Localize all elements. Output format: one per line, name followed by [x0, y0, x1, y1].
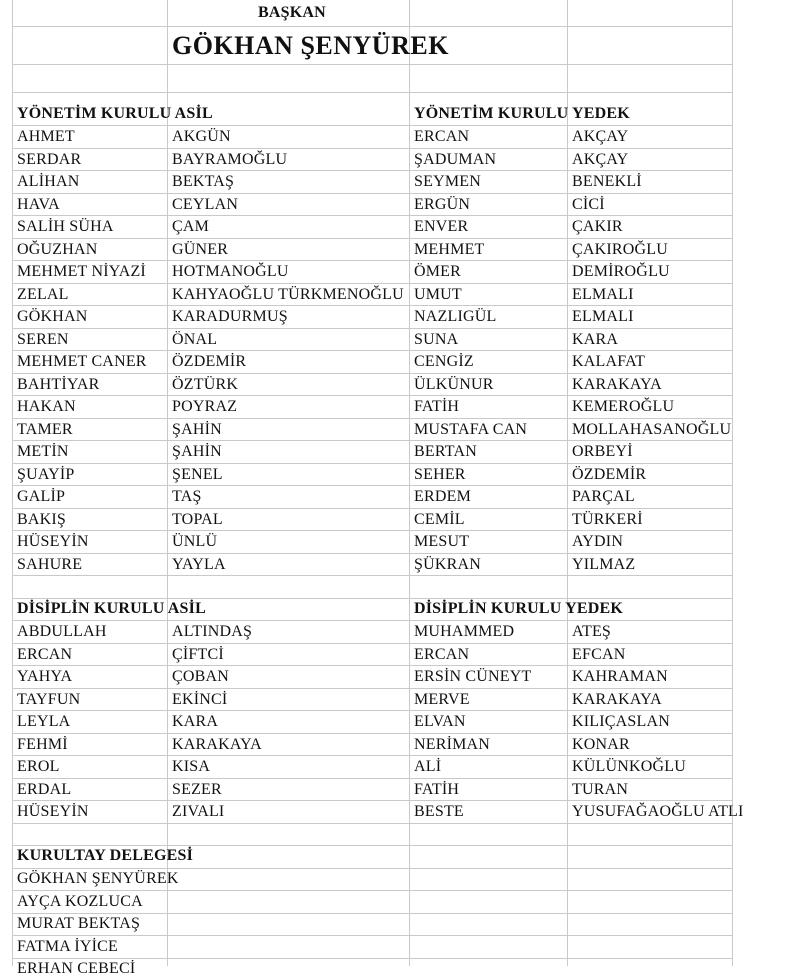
member-last-name: ŞAHİN: [172, 443, 222, 460]
substitute-first-name: ERDEM: [414, 488, 471, 505]
grid-row-line: [12, 193, 732, 194]
substitute-first-name: ŞÜKRAN: [414, 556, 481, 573]
substitute-last-name: ÇAKIR: [572, 218, 623, 235]
member-first-name: BAKIŞ: [17, 511, 67, 528]
member-last-name: KAHYAOĞLU TÜRKMENOĞLU: [172, 286, 404, 303]
grid-row-line: [12, 620, 732, 621]
substitute-first-name: ENVER: [414, 218, 469, 235]
role-title: BAŞKAN: [258, 4, 326, 21]
grid-row-line: [12, 26, 732, 27]
member-first-name: TAYFUN: [17, 691, 81, 708]
discipline-substitute-title: DİSİPLİN KURULU YEDEK: [414, 600, 623, 617]
substitute-last-name: ORBEYİ: [572, 443, 633, 460]
substitute-first-name: BERTAN: [414, 443, 477, 460]
member-last-name: YAYLA: [172, 556, 226, 573]
substitute-first-name: MEHMET: [414, 241, 485, 258]
substitute-last-name: KALAFAT: [572, 353, 646, 370]
member-first-name: BAHTİYAR: [17, 376, 100, 393]
substitute-first-name: ERCAN: [414, 646, 470, 663]
substitute-first-name: MUSTAFA CAN: [414, 421, 528, 438]
member-last-name: ÖNAL: [172, 331, 218, 348]
member-last-name: ÇİFTCİ: [172, 646, 224, 663]
member-last-name: ÇOBAN: [172, 668, 230, 685]
member-first-name: SALİH SÜHA: [17, 218, 114, 235]
member-first-name: OĞUZHAN: [17, 241, 98, 258]
substitute-last-name: EFCAN: [572, 646, 626, 663]
member-last-name: POYRAZ: [172, 398, 238, 415]
member-first-name: MEHMET CANER: [17, 353, 147, 370]
member-last-name: KARA: [172, 713, 219, 730]
member-last-name: EKİNCİ: [172, 691, 228, 708]
substitute-first-name: ÜLKÜNUR: [414, 376, 494, 393]
member-last-name: KISA: [172, 758, 211, 775]
member-first-name: EROL: [17, 758, 60, 775]
member-last-name: TOPAL: [172, 511, 223, 528]
member-last-name: ŞENEL: [172, 466, 223, 483]
substitute-last-name: KÜLÜNKOĞLU: [572, 758, 686, 775]
grid-column-line: [12, 0, 13, 966]
member-last-name: SEZER: [172, 781, 222, 798]
delegate-name: ERHAN CEBECİ: [17, 960, 136, 977]
delegate-name: GÖKHAN ŞENYÜREK: [17, 870, 179, 887]
member-first-name: SERDAR: [17, 151, 82, 168]
member-last-name: ŞAHİN: [172, 421, 222, 438]
member-first-name: YAHYA: [17, 668, 73, 685]
substitute-first-name: ERSİN CÜNEYT: [414, 668, 532, 685]
member-last-name: ZIVALI: [172, 803, 225, 820]
member-first-name: SEREN: [17, 331, 69, 348]
delegate-name: AYÇA KOZLUCA: [17, 893, 143, 910]
substitute-first-name: SUNA: [414, 331, 459, 348]
member-last-name: ÜNLÜ: [172, 533, 218, 550]
member-last-name: ÖZTÜRK: [172, 376, 239, 393]
substitute-last-name: YUSUFAĞAOĞLU ATLI: [572, 803, 744, 820]
member-first-name: HAVA: [17, 196, 60, 213]
substitute-first-name: SEYMEN: [414, 173, 481, 190]
delegates-title: KURULTAY DELEGESİ: [17, 847, 194, 864]
member-first-name: LEYLA: [17, 713, 71, 730]
member-first-name: ALİHAN: [17, 173, 80, 190]
substitute-first-name: MERVE: [414, 691, 470, 708]
substitute-first-name: MESUT: [414, 533, 470, 550]
substitute-first-name: FATİH: [414, 398, 460, 415]
substitute-last-name: KONAR: [572, 736, 630, 753]
member-first-name: GALİP: [17, 488, 66, 505]
substitute-last-name: KEMEROĞLU: [572, 398, 675, 415]
grid-row-line: [12, 92, 732, 93]
substitute-first-name: NAZLIGÜL: [414, 308, 497, 325]
member-first-name: FEHMİ: [17, 736, 68, 753]
substitute-first-name: SEHER: [414, 466, 466, 483]
member-first-name: ZELAL: [17, 286, 69, 303]
substitute-last-name: ELMALI: [572, 286, 634, 303]
substitute-last-name: KARA: [572, 331, 619, 348]
member-first-name: ŞUAYİP: [17, 466, 75, 483]
substitute-last-name: DEMİROĞLU: [572, 263, 670, 280]
substitute-first-name: ŞADUMAN: [414, 151, 497, 168]
grid-column-line: [167, 0, 168, 966]
member-first-name: ABDULLAH: [17, 623, 107, 640]
substitute-last-name: KAHRAMAN: [572, 668, 668, 685]
member-first-name: HÜSEYİN: [17, 803, 89, 820]
president-name: GÖKHAN ŞENYÜREK: [172, 31, 449, 60]
member-first-name: TAMER: [17, 421, 73, 438]
substitute-first-name: ELVAN: [414, 713, 466, 730]
substitute-first-name: MUHAMMED: [414, 623, 515, 640]
substitute-last-name: BENEKLİ: [572, 173, 642, 190]
substitute-last-name: ATEŞ: [572, 623, 612, 640]
substitute-last-name: ELMALI: [572, 308, 634, 325]
member-first-name: SAHURE: [17, 556, 83, 573]
member-last-name: GÜNER: [172, 241, 229, 258]
member-last-name: BEKTAŞ: [172, 173, 235, 190]
member-last-name: ALTINDAŞ: [172, 623, 253, 640]
grid-column-line: [409, 0, 410, 966]
substitute-first-name: BESTE: [414, 803, 464, 820]
substitute-last-name: ÇAKIROĞLU: [572, 241, 669, 258]
grid-row-line: [12, 823, 732, 824]
substitute-last-name: PARÇAL: [572, 488, 635, 505]
substitute-last-name: AYDIN: [572, 533, 624, 550]
grid-row-line: [12, 328, 732, 329]
member-first-name: METİN: [17, 443, 69, 460]
substitute-first-name: FATİH: [414, 781, 460, 798]
member-last-name: HOTMANOĞLU: [172, 263, 289, 280]
substitute-last-name: YILMAZ: [572, 556, 636, 573]
substitute-first-name: CEMİL: [414, 511, 465, 528]
grid-row-line: [12, 935, 732, 936]
member-last-name: BAYRAMOĞLU: [172, 151, 288, 168]
substitute-last-name: TÜRKERİ: [572, 511, 643, 528]
member-first-name: HAKAN: [17, 398, 76, 415]
member-first-name: ERCAN: [17, 646, 73, 663]
member-last-name: AKGÜN: [172, 128, 231, 145]
member-last-name: ÖZDEMİR: [172, 353, 247, 370]
substitute-last-name: TURAN: [572, 781, 629, 798]
delegate-name: FATMA İYİCE: [17, 938, 119, 955]
member-first-name: HÜSEYİN: [17, 533, 89, 550]
substitute-last-name: MOLLAHASANOĞLU: [572, 421, 732, 438]
member-last-name: KARADURMUŞ: [172, 308, 288, 325]
discipline-main-title: DİSİPLİN KURULU ASİL: [17, 600, 206, 617]
substitute-last-name: KARAKAYA: [572, 376, 662, 393]
substitute-first-name: CENGİZ: [414, 353, 474, 370]
delegate-name: MURAT BEKTAŞ: [17, 915, 141, 932]
substitute-first-name: ALİ: [414, 758, 442, 775]
member-last-name: KARAKAYA: [172, 736, 262, 753]
substitute-first-name: ÖMER: [414, 263, 462, 280]
grid-column-line: [567, 0, 568, 966]
member-first-name: GÖKHAN: [17, 308, 88, 325]
board-main-title: YÖNETİM KURULU ASİL: [17, 105, 213, 122]
substitute-last-name: AKÇAY: [572, 128, 629, 145]
substitute-last-name: ÖZDEMİR: [572, 466, 647, 483]
member-first-name: AHMET: [17, 128, 75, 145]
board-substitute-title: YÖNETİM KURULU YEDEK: [414, 105, 630, 122]
substitute-last-name: KARAKAYA: [572, 691, 662, 708]
member-last-name: ÇAM: [172, 218, 210, 235]
substitute-first-name: ERGÜN: [414, 196, 471, 213]
member-last-name: CEYLAN: [172, 196, 239, 213]
member-first-name: ERDAL: [17, 781, 72, 798]
substitute-last-name: AKÇAY: [572, 151, 629, 168]
member-first-name: MEHMET NİYAZİ: [17, 263, 146, 280]
grid-row-line: [12, 215, 732, 216]
substitute-last-name: KILIÇASLAN: [572, 713, 670, 730]
substitute-first-name: ERCAN: [414, 128, 470, 145]
member-last-name: TAŞ: [172, 488, 202, 505]
substitute-first-name: UMUT: [414, 286, 462, 303]
substitute-last-name: CİCİ: [572, 196, 605, 213]
grid-row-line: [12, 64, 732, 65]
substitute-first-name: NERİMAN: [414, 736, 491, 753]
